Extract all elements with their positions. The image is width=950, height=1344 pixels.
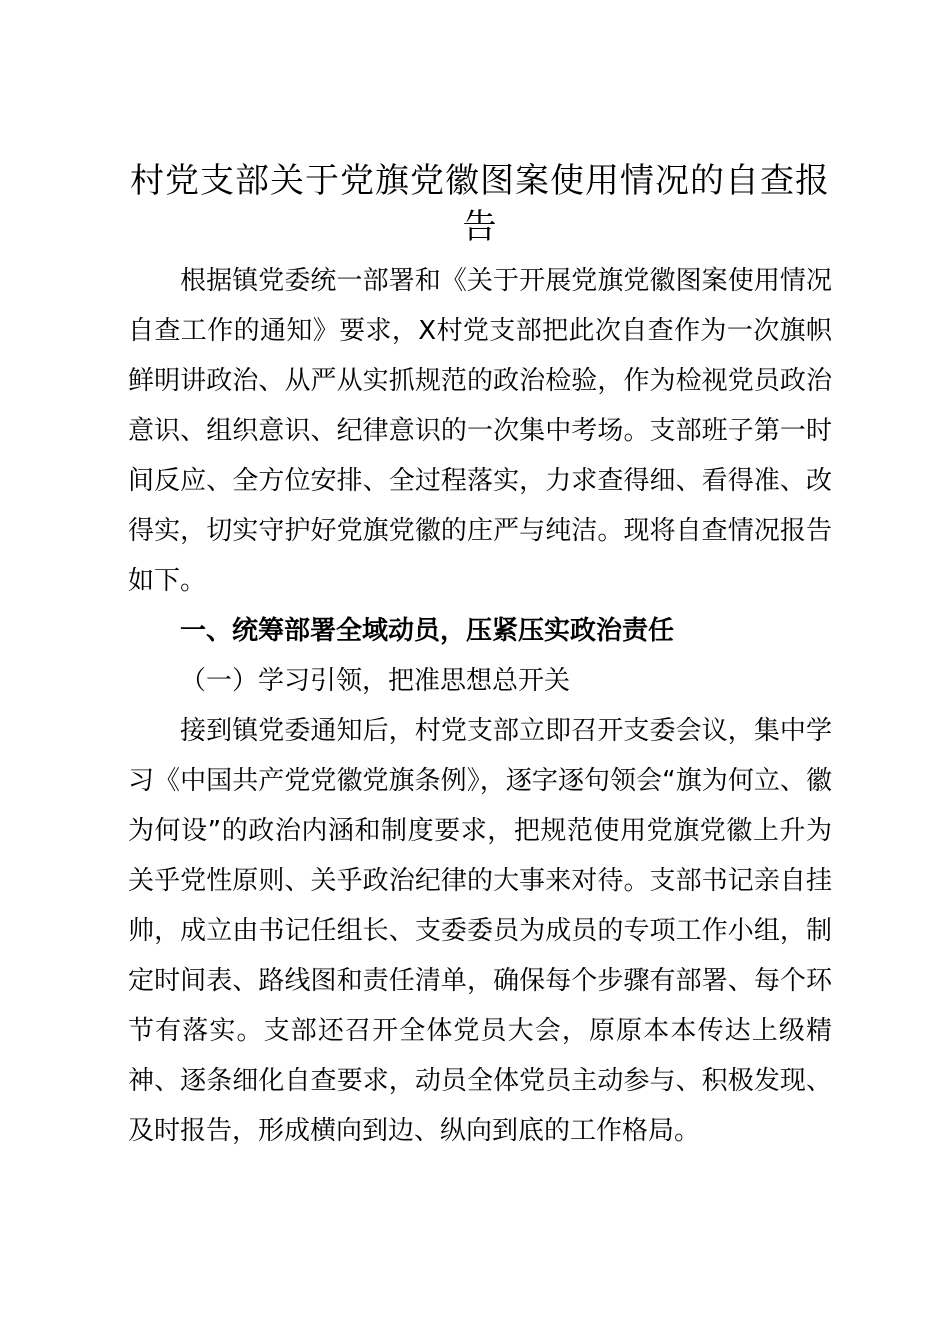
document-title: 村党支部关于党旗党徽图案使用情况的自查报告 (130, 161, 830, 247)
intro-paragraph: 根据镇党委统一部署和《关于开展党旗党徽图案使用情况自查工作的通知》要求，X村党支部把此次自查作为一次旗帜鲜明讲政治、从严从实抓规范的政治检验，作为检视党员政治意识、组织意识、纪律意识的一次集中考场。支部班子第一时间反应、全方位安排、全过程落实，力求查得细、看得准、改得实，切实守护好党旗党徽的庄严与纯洁。现将自查情况报告如下。 (128, 266, 832, 596)
subsection-heading-1: （一）学习引领，把准思想总开关 (180, 666, 571, 696)
subsection-paragraph-1: 接到镇党委通知后，村党支部立即召开支委会议，集中学习《中国共产党党徽党旗条例》，逐字逐句领会“旗为何立、徽为何设”的政治内涵和制度要求，把规范使用党旗党徽上升为关乎党性原则、关乎政治纪律的大事来对待。支部书记亲自挂帅，成立由书记任组长、支委委员为成员的专项工作小组，制定时间表、路线图和责任清单，确保每个步骤有部署、每个环节有落实。支部还召开全体党员大会，原原本本传达上级精神、逐条细化自查要求，动员全体党员主动参与、积极发现、及时报告，形成横向到边、纵向到底的工作格局。 (128, 716, 832, 1146)
section-heading-1: 一、统筹部署全域动员，压紧压实政治责任 (180, 616, 675, 646)
